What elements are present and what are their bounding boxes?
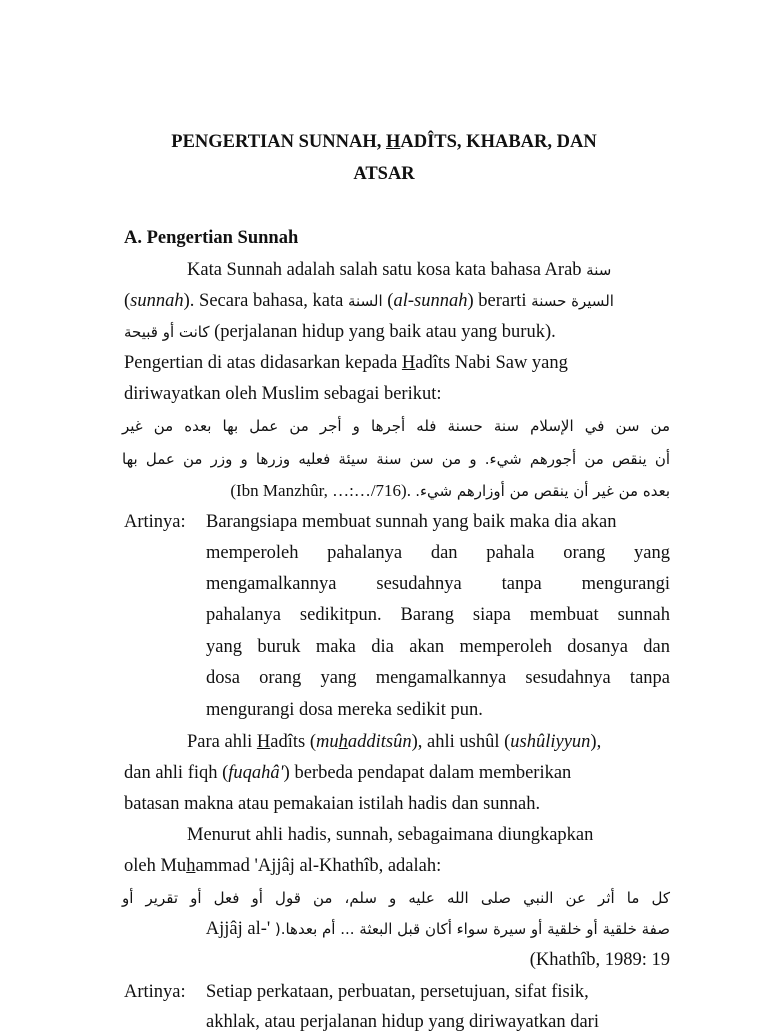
- document-title-line-2: ATSAR: [353, 164, 415, 184]
- translation-line: Barangsiapa membuat sunnah yang baik maka dia akan: [206, 512, 617, 532]
- document-title-line-1: PENGERTIAN SUNNAH, HADÎTS, KHABAR, DAN: [171, 132, 597, 152]
- translation-label: Artinya:: [124, 512, 186, 532]
- citation-line: (Khathîb, 1989: 19: [529, 950, 670, 970]
- section-heading: A. Pengertian Sunnah: [124, 228, 299, 248]
- paragraph-line: batasan makna atau pemakaian istilah hadis dan sunnah.: [124, 794, 541, 814]
- translation-line: akhlak, atau perjalanan hidup yang diriwayatkan dari: [206, 1012, 599, 1032]
- paragraph-line: Menurut ahli hadis, sunnah, sebagaimana diungkapkan: [187, 825, 594, 845]
- arabic-quote-line: Ajjâj al-' صفة خلقية أو خلقية أو سيرة سواء أكان قبل البعثة ... أم بعدها.(: [205, 919, 670, 939]
- arabic-quote-line: (Ibn Manzhûr, …:…/716). بعده من غير أن ينقص من أوزارهم شيء.: [230, 481, 670, 500]
- arabic-quote-line: من سن في الإسلام سنة حسنة فله أجرها و أجر من عمل بها بعده من غير: [122, 417, 670, 435]
- arabic-quote-line: أن ينقص من أجورهم شيء. و من سن سنة سيئة فعليه وزرها و وزر من عمل بها: [122, 450, 670, 468]
- arabic-quote-line: كل ما أثر عن النبي صلى الله عليه و سلم، من قول أو فعل أو تقرير أو: [122, 889, 670, 907]
- translation-line: mengurangi dosa mereka sedikit pun.: [206, 700, 483, 720]
- translation-line: yang buruk maka dia akan memperoleh dosanya dan: [206, 637, 670, 657]
- paragraph-line: كانت أو قبيحة (perjalanan hidup yang baik atau yang buruk).: [124, 322, 556, 342]
- paragraph-line: diriwayatkan oleh Muslim sebagai berikut:: [124, 384, 442, 404]
- paragraph-line: Kata Sunnah adalah salah satu kosa kata bahasa Arab سنة: [187, 260, 612, 280]
- paragraph-line: Para ahli Hadîts (muhadditsûn), ahli ushûl (ushûliyyun),: [187, 732, 602, 752]
- translation-line: memperoleh pahalanya dan pahala orang yang: [206, 543, 670, 563]
- paragraph-line: dan ahli fiqh (fuqahâ') berbeda pendapat dalam memberikan: [124, 763, 572, 783]
- translation-label: Artinya:: [124, 982, 186, 1002]
- paragraph-line: oleh Muhammad 'Ajjâj al-Khathîb, adalah:: [124, 856, 442, 876]
- translation-line: pahalanya sedikitpun. Barang siapa membuat sunnah: [206, 605, 670, 625]
- translation-line: mengamalkannya sesudahnya tanpa mengurangi: [206, 574, 670, 594]
- paragraph-line: (sunnah). Secara bahasa, kata السنة (al-sunnah) berarti السيرة حسنة: [124, 291, 614, 311]
- translation-line: Setiap perkataan, perbuatan, persetujuan, sifat fisik,: [206, 982, 589, 1002]
- translation-line: dosa orang yang mengamalkannya sesudahnya tanpa: [206, 668, 670, 688]
- paragraph-line: Pengertian di atas didasarkan kepada Hadîts Nabi Saw yang: [124, 353, 568, 373]
